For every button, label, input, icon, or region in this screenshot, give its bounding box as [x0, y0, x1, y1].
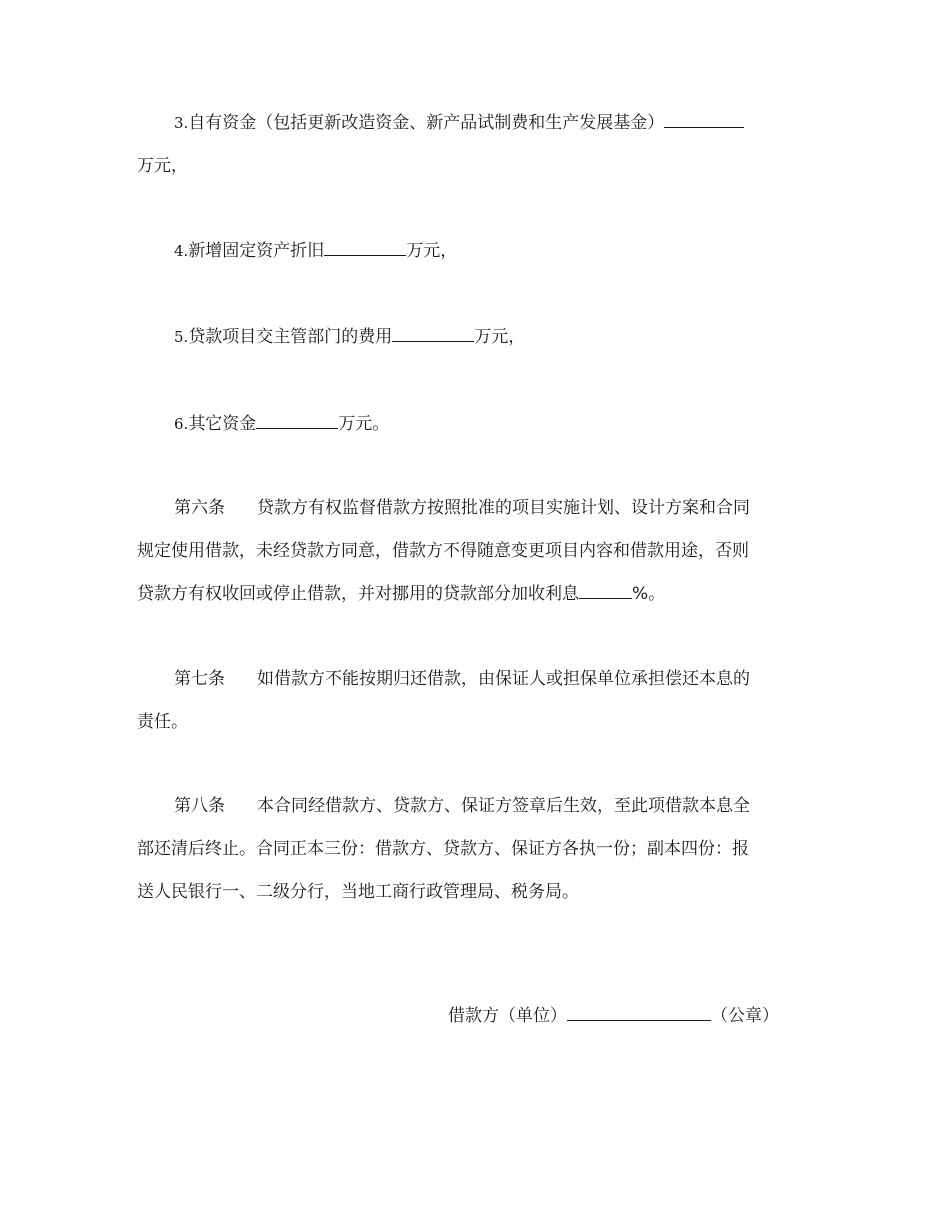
article-title: 第八条: [174, 796, 225, 816]
unit-text: 万元，: [474, 327, 526, 347]
article-title: 第七条: [174, 669, 225, 689]
article-text: 本合同经借款方、贷款方、保证方签章后生效，至此项借款本息全: [257, 796, 750, 816]
item-number: 4.: [174, 242, 189, 260]
unit-text: 万元，: [406, 241, 458, 261]
article-text: 如借款方不能按期归还借款，由保证人或担保单位承担偿还本息的: [257, 669, 750, 689]
article-8-line-3: [137, 881, 579, 903]
item-number: 5.: [174, 328, 189, 346]
article-6-line-2: [137, 540, 749, 562]
article-text: 送人民银行一、二级分行，当地工商行政管理局、税务局。: [137, 882, 579, 902]
item-text: 其它资金: [188, 414, 257, 434]
item-number: 3.: [174, 114, 189, 132]
fill-blank: [392, 326, 474, 342]
fill-blank: [324, 240, 406, 256]
article-text: 规定使用借款，未经贷款方同意，借款方不得随意变更项目内容和借款用途，否则: [137, 541, 749, 561]
signature-blank: [567, 1005, 711, 1021]
article-text: 责任。: [137, 712, 188, 732]
signature-line: [448, 1005, 779, 1027]
article-text: 贷款方有权收回或停止借款，并对挪用的贷款部分加收利息: [137, 584, 579, 604]
fill-blank: [256, 413, 338, 429]
item-4: [174, 240, 457, 262]
item-5: [174, 326, 525, 348]
article-text: 贷款方有权监督借款方按照批准的项目实施计划、设计方案和合同: [257, 498, 750, 518]
item-3: [174, 112, 744, 134]
unit-text: 万元，: [137, 156, 188, 176]
item-text: 自有资金（包括更新改造资金、新产品试制费和生产发展基金）: [188, 113, 665, 133]
article-text: 部还清后终止。合同正本三份：借款方、贷款方、保证方各执一份；副本四份：报: [137, 839, 749, 859]
article-7-line-1: [174, 668, 750, 690]
unit-text: 万元。: [338, 414, 390, 434]
signature-label: 借款方（单位）: [448, 1006, 567, 1026]
item-3-unit: [137, 155, 188, 177]
article-text-end: %。: [632, 584, 666, 604]
fill-blank: [664, 112, 744, 128]
fill-blank: [579, 583, 632, 599]
item-6: [174, 413, 389, 435]
item-number: 6.: [174, 415, 189, 433]
article-8-line-1: [174, 795, 750, 817]
item-text: 贷款项目交主管部门的费用: [188, 327, 393, 347]
seal-label: （公章）: [711, 1006, 779, 1026]
article-8-line-2: [137, 838, 749, 860]
item-text: 新增固定资产折旧: [188, 241, 325, 261]
article-6-line-1: [174, 497, 750, 519]
article-6-line-3: [137, 583, 665, 605]
article-7-line-2: [137, 711, 188, 733]
article-title: 第六条: [174, 498, 225, 518]
